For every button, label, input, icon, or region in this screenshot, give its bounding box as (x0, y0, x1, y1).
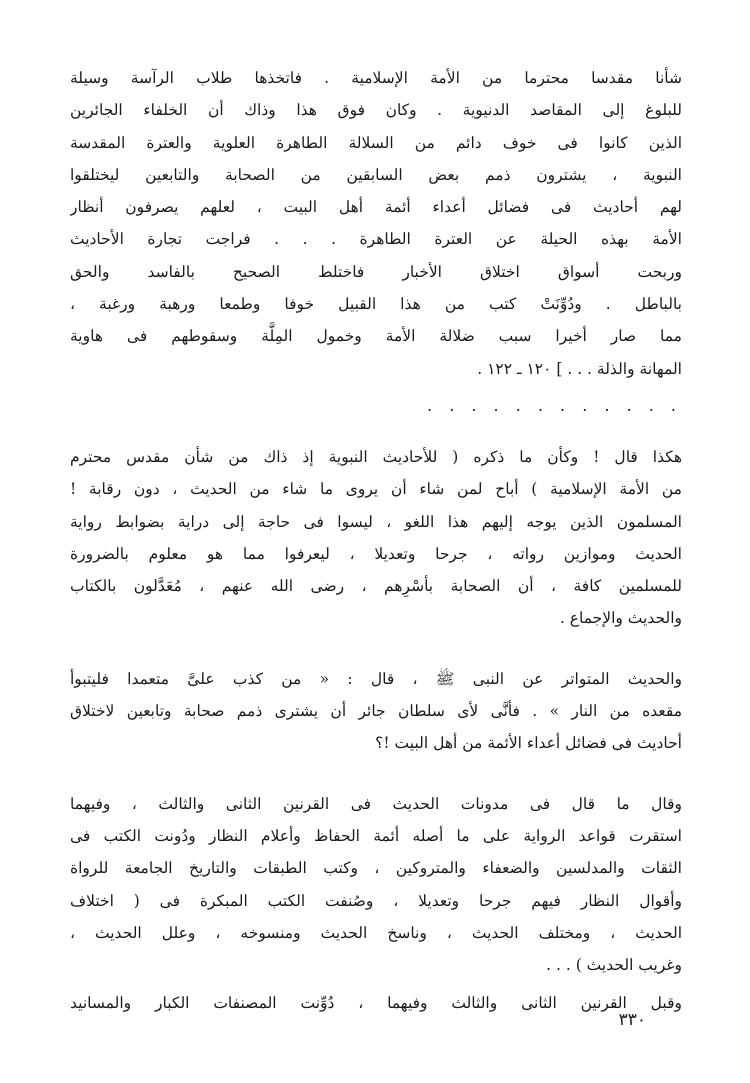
text-line: شأنا مقدسا محترما من الأمة الإسلامية . فاتخذها طلاب الرآسة وسيلة (70, 69, 682, 87)
spacer (70, 635, 682, 663)
text-line: النبوية ، يشترون ذمم بعض السابقين من الصحابة والتابعين ليختلقوا (70, 165, 682, 184)
text-line: والحديث المتواتر عن النبى ﷺ ، قال : « من كذب علىَّ متعمدا فليتبوأ (70, 669, 682, 688)
page-number: ٣٣٠ (618, 1010, 646, 1030)
text-line: لهم أحاديث فى فضائل أعداء أئمة أهل البيت ، لعلهم يصرفون أنظار (70, 198, 682, 217)
paragraph-response (70, 441, 682, 635)
text-line: وربحت أسواق اختلاق الأخبار فاختلط الصحيح بالفاسد والحق (70, 262, 682, 281)
text-line: استقرت قواعد الرواية على ما أصله أئمة الحفاظ وأعلام النظار ودُونت الكتب فى (70, 826, 682, 845)
text-line: المسلمون الذين يوجه إليهم هذا اللغو ، ليسوا فى حاجة إلى دراية بضوابط رواية (70, 512, 682, 531)
text-line: من الأمة الإسلامية ) أباح لمن شاء أن يروى ما شاء من الحديث ، دون رقابة ! (70, 480, 682, 499)
text-line: للمسلمين كافة ، أن الصحابة بأسْرِهم ، رضى الله عنهم ، مُعَدَّلون بالكتاب (70, 577, 682, 596)
text-line: وقال ما قال فى مدونات الحديث فى القرنين الثانى والثالث ، وفيهما (70, 794, 682, 813)
spacer (70, 417, 682, 441)
text-line: والحديث والإجماع . (559, 609, 682, 628)
text-line: أحاديث فى فضائل أعداء الأئمة من أهل البيت !؟ (375, 734, 682, 753)
text-line: وغريب الحديث ) . . . (546, 956, 682, 975)
text-line: المهانة والذلة . . . ] ١٢٠ ـ ١٢٢ . (477, 359, 682, 378)
text-line: الحديث وموازين رواته ، جرحا وتعديلا ، ليعرفوا مما هو معلوم بالضرورة (70, 544, 682, 563)
text-line: للبلوغ إلى المقاصد الدنيوية . وكان فوق هذا وذاك أن الخلفاء الجائرين (70, 101, 682, 120)
text-line: الأمة بهذه الحيلة عن العترة الطاهرة . . . فراجت تجارة الأحاديث (70, 230, 682, 249)
spacer (70, 760, 682, 788)
text-line: مقعده من النار » . فأنَّى لأى سلطان جائر أن يشترى ذمم صحابة وتابعين لاختلاق (70, 702, 682, 721)
text-line: هكذا قال ! وكأن ما ذكره ( للأحاديث النبوية إذ ذاك من شأن مقدس محترم (70, 447, 682, 466)
text-line: مما صار أخيرا سبب ضلالة الأمة وخمول المِلَّة وسقوطهم فى هاوية (70, 327, 682, 346)
paragraph-hadith (70, 663, 682, 760)
paragraph-quote-continuation (70, 62, 682, 385)
text-line: بالباطل . ودُوِّنَتْ كتب من هذا القبيل خوفا وطمعا ورهبة ورغبة ، (70, 295, 682, 314)
text-line: الذين كانوا فى خوف دائم من السلالة الطاهرة العلوية والعترة المقدسة (70, 133, 682, 152)
page-body (70, 62, 682, 1020)
paragraph-hadith-collections (70, 788, 682, 982)
text-line: الثقات والمدلسين والضعفاء والمتروكين ، وكتب الطبقات والتاريخ الجامعة للرواة (70, 859, 682, 878)
text-line: وأقوال النظار فيهم جرحا وتعديلا ، وصُنفت الكتب المبكرة فى ( اختلاف (70, 891, 682, 910)
text-line: الحديث ، ومختلف الحديث ، وناسخ الحديث ومنسوخه ، وعلل الحديث ، (70, 923, 682, 942)
text-line: وقبل القرنين الثانى والثالث وفيهما ، دُوِّنت المصنفات الكبار والمسانيد (70, 994, 682, 1013)
section-separator: . . . . . . . . . . . . (427, 395, 682, 415)
